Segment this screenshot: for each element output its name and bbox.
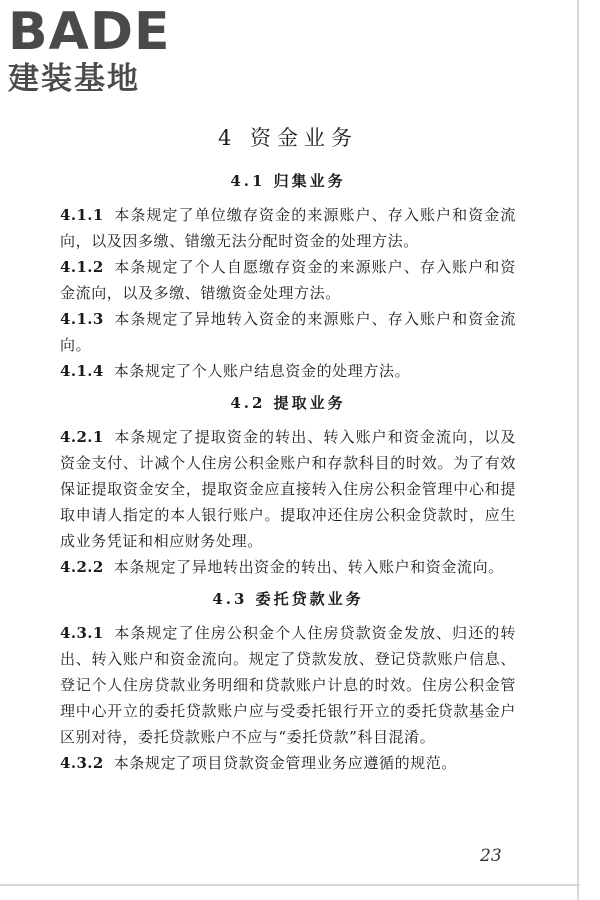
clause-text: 本条规定了异地转入资金的来源账户、存入账户和资金流向。: [60, 310, 516, 354]
clause-4-1-2: [60, 254, 516, 306]
chapter-title: 4 资金业务: [217, 126, 359, 150]
clause-text: 本条规定了提取资金的转出、转入账户和资金流向，以及资金支付、计减个人住房公积金账户和存款科目的时效。为了有效保证提取资金安全，提取资金应直接转入住房公积金管理中心和提取申请人指定的本人银行账户。提取冲还住房公积金贷款时，应生成业务凭证和相应财务处理。: [60, 428, 516, 550]
section-gap: [60, 384, 516, 392]
clause-text: 本条规定了异地转出资金的转出、转入账户和资金流向。: [113, 558, 504, 576]
section-title-4-3: 4.3 委托贷款业务: [212, 590, 364, 608]
logo-subtitle: 建装基地: [8, 61, 140, 97]
section-gap: [60, 580, 516, 588]
clause-number: 4.3.1: [60, 624, 104, 642]
document-body: [60, 122, 516, 776]
clause-text: 本条规定了单位缴存资金的来源账户、存入账户和资金流向，以及因多缴、错缴无法分配时资金的处理方法。: [60, 206, 516, 250]
clause-number: 4.3.2: [60, 754, 104, 772]
clause-text: 本条规定了项目贷款资金管理业务应遵循的规范。: [113, 754, 457, 772]
section-title-4-1: 4.1 归集业务: [230, 172, 346, 190]
clause-4-2-1: [60, 424, 516, 554]
clause-4-2-2: [60, 554, 516, 580]
page-bottom-shadow: [0, 884, 580, 886]
clause-text: 本条规定了住房公积金个人住房贷款资金发放、归还的转出、转入账户和资金流向。规定了贷款发放、登记贷款账户信息、登记个人住房贷款业务明细和贷款账户计息的时效。住房公积金管理中心开立的委托贷款账户应与受委托银行开立的委托贷款基金户区别对待，委托贷款账户不应与“委托贷款”科目混淆。: [60, 624, 516, 746]
logo-brand-text: BADE: [8, 2, 171, 62]
clause-text: 本条规定了个人账户结息资金的处理方法。: [113, 362, 411, 380]
clause-text: 本条规定了个人自愿缴存资金的来源账户、存入账户和资金流向，以及多缴、错缴资金处理方法。: [60, 258, 516, 302]
page-number: 23: [480, 846, 502, 866]
section-title-4-2: 4.2 提取业务: [230, 394, 346, 412]
clause-number: 4.2.1: [60, 428, 104, 446]
clause-4-1-1: [60, 202, 516, 254]
clause-number: 4.1.2: [60, 258, 104, 276]
clause-4-1-3: [60, 306, 516, 358]
clause-number: 4.1.1: [60, 206, 104, 224]
clause-4-3-1: [60, 620, 516, 750]
clause-number: 4.1.4: [60, 362, 104, 380]
clause-number: 4.2.2: [60, 558, 104, 576]
clause-4-1-4: [60, 358, 516, 384]
page-edge-shadow: [577, 0, 579, 900]
clause-4-3-2: [60, 750, 516, 776]
brand-logo: [8, 2, 178, 97]
clause-number: 4.1.3: [60, 310, 104, 328]
